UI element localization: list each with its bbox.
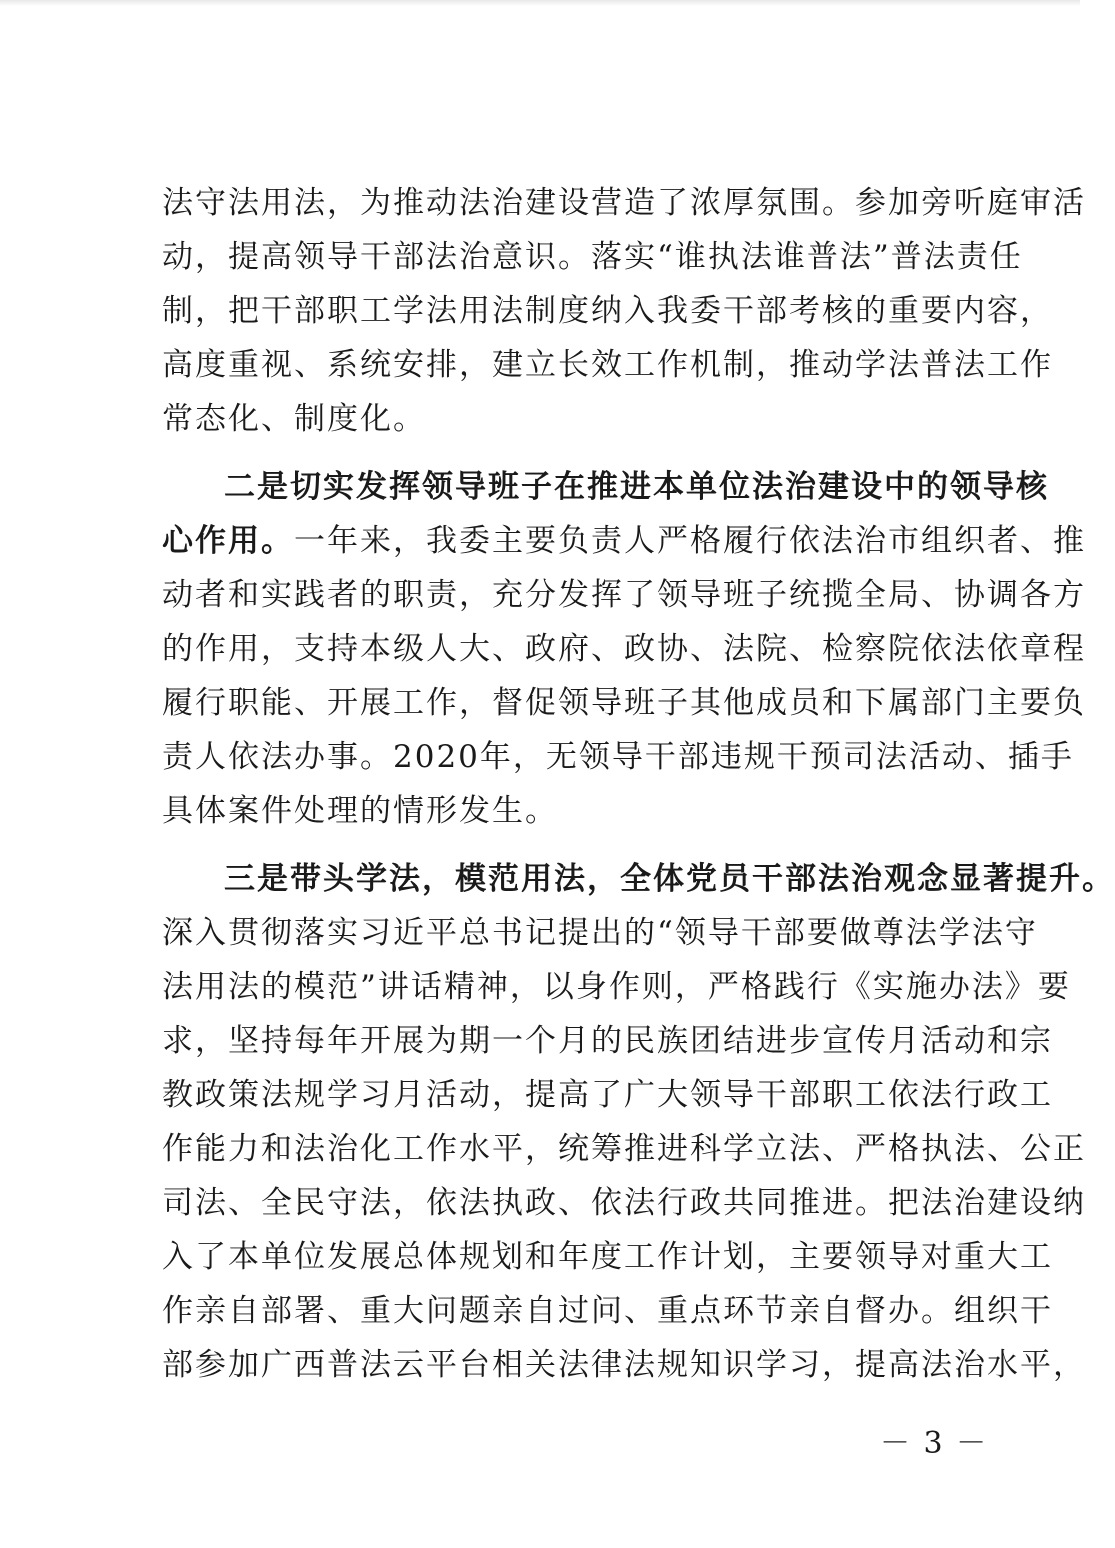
text-line: 责人依法办事。2020年，无领导干部违规干预司法活动、插手 xyxy=(162,739,1074,775)
text-line: 司法、全民守法，依法执政、依法行政共同推进。把法治建设纳 xyxy=(162,1185,1086,1221)
text-line: 的作用，支持本级人大、政府、政协、法院、检察院依法依章程 xyxy=(162,631,1086,667)
section-heading: 三是带头学法，模范用法，全体党员干部法治观念显著提升。 xyxy=(224,861,1115,897)
text-line: 入了本单位发展总体规划和年度工作计划，主要领导对重大工 xyxy=(162,1239,1053,1275)
section-heading: 二是切实发挥领导班子在推进本单位法治建设中的领导核 xyxy=(224,469,1049,505)
text-line: 具体案件处理的情形发生。 xyxy=(162,793,558,829)
page-number: － 3 － xyxy=(880,1426,989,1461)
text-line: 动者和实践者的职责，充分发挥了领导班子统揽全局、协调各方 xyxy=(162,577,1086,613)
text-line: 作能力和法治化工作水平，统筹推进科学立法、严格执法、公正 xyxy=(162,1131,1086,1167)
text-line: 教政策法规学习月活动，提高了广大领导干部职工依法行政工 xyxy=(162,1077,1053,1113)
document-body xyxy=(162,176,1115,1392)
text-line: 作亲自部署、重大问题亲自过问、重点环节亲自督办。组织干 xyxy=(162,1293,1053,1329)
text-line: 法用法的模范”讲话精神，以身作则，严格践行《实施办法》要 xyxy=(162,969,1071,1005)
text-line-rest: 一年来，我委主要负责人严格履行依法治市组织者、推 xyxy=(294,523,1086,559)
text-line: 动，提高领导干部法治意识。落实“谁执法谁普法”普法责任 xyxy=(162,239,1023,275)
text-line: 部参加广西普法云平台相关法律法规知识学习，提高法治水平， xyxy=(162,1347,1086,1383)
text-line: 高度重视、系统安排，建立长效工作机制，推动学法普法工作 xyxy=(162,347,1053,383)
text-line: 履行职能、开展工作，督促领导班子其他成员和下属部门主要负 xyxy=(162,685,1086,721)
text-line: 法守法用法，为推动法治建设营造了浓厚氛围。参加旁听庭审活 xyxy=(162,185,1086,221)
text-line: 求，坚持每年开展为期一个月的民族团结进步宣传月活动和宗 xyxy=(162,1023,1053,1059)
text-line: 常态化、制度化。 xyxy=(162,401,426,437)
text-line: 制，把干部职工学法用法制度纳入我委干部考核的重要内容， xyxy=(162,293,1053,329)
text-line: 深入贯彻落实习近平总书记提出的“领导干部要做尊法学法守 xyxy=(162,915,1038,951)
text-line xyxy=(162,514,1086,568)
section-heading-end: 心作用。 xyxy=(162,523,294,559)
scan-edge xyxy=(0,0,1080,6)
